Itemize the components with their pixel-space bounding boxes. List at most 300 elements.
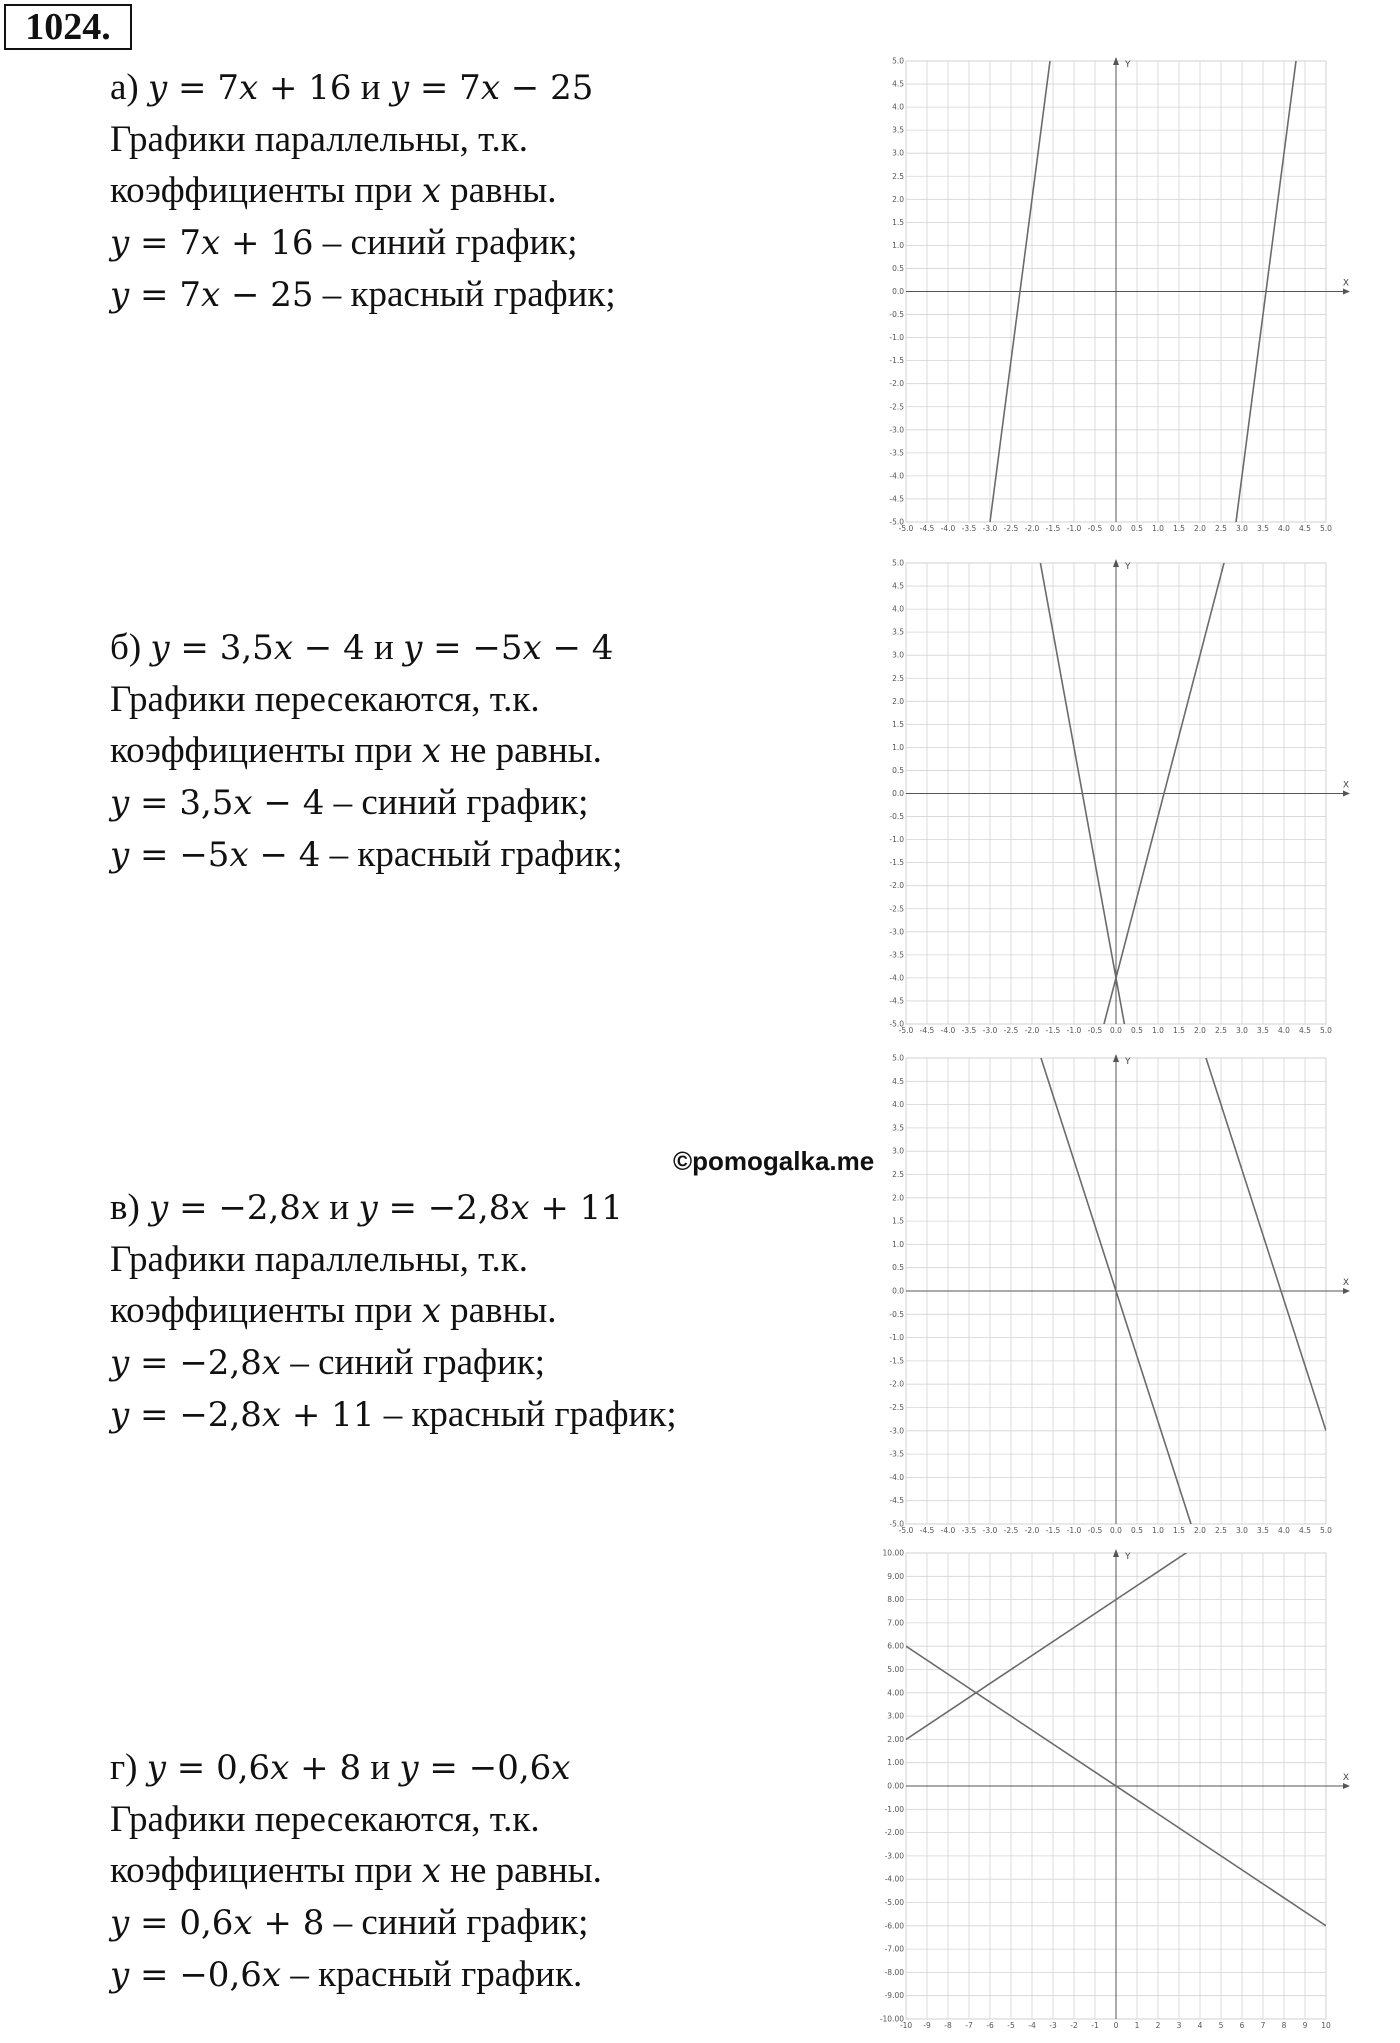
math-run: y <box>146 1748 166 1788</box>
y-tick-label: 4.0 <box>892 102 904 112</box>
y-tick-label: 4.0 <box>892 604 904 614</box>
y-tick-label: 1.5 <box>892 1216 904 1226</box>
math-run: + 8 <box>289 1748 362 1788</box>
math-run: + 11 <box>281 1395 375 1435</box>
y-tick-label: 4.5 <box>892 1076 904 1086</box>
x-tick-label: 0.5 <box>1131 524 1143 533</box>
x-tick-label: 5.0 <box>1320 1526 1332 1535</box>
x-tick-label: 5.0 <box>1320 1026 1332 1035</box>
text-run: коэффициенты при <box>110 170 422 211</box>
math-run: = −2,8 <box>168 1188 301 1228</box>
text-line <box>110 114 870 165</box>
math-run: x <box>229 835 249 875</box>
x-tick-label: 1.5 <box>1173 1026 1185 1035</box>
y-tick-label: 1.0 <box>892 742 904 752</box>
math-run: − 25 <box>220 275 314 315</box>
x-tick-label: -4.5 <box>919 1526 935 1535</box>
x-tick-label: 1.0 <box>1152 1526 1164 1535</box>
x-tick-label: -5 <box>1007 2021 1015 2030</box>
y-tick-label: -5.0 <box>889 517 904 527</box>
text-run: равны. <box>440 1290 557 1331</box>
x-tick-label: 3.5 <box>1257 1026 1269 1035</box>
y-tick-label: -2.00 <box>884 1828 904 1838</box>
y-tick-label: 3.0 <box>892 148 904 158</box>
x-tick-label: 6 <box>1239 2021 1245 2030</box>
math-run: x <box>480 68 500 108</box>
math-run: x <box>551 1748 571 1788</box>
x-tick-label: 4.0 <box>1278 1026 1290 1035</box>
x-tick-label: -5.0 <box>898 1026 914 1035</box>
math-run: y <box>150 628 170 668</box>
math-run: y <box>148 68 168 108</box>
math-run: = 0,6 <box>165 1748 271 1788</box>
y-tick-label: 6.00 <box>887 1641 904 1651</box>
x-tick-label: -9 <box>923 2021 931 2030</box>
text-line <box>110 674 870 725</box>
math-run: y <box>110 783 130 823</box>
y-tick-label: 3.5 <box>892 125 904 135</box>
x-tick-label: -2.5 <box>1003 1526 1019 1535</box>
y-axis-label: Y <box>1125 1057 1131 1067</box>
y-tick-label: 4.5 <box>892 79 904 89</box>
math-run: x <box>510 1188 530 1228</box>
math-run: y <box>110 1395 130 1435</box>
x-tick-label: -2.5 <box>1003 524 1019 533</box>
y-tick-label: 7.00 <box>887 1618 904 1628</box>
math-run: y <box>399 1748 419 1788</box>
x-tick-label: 0.0 <box>1110 1026 1122 1035</box>
x-tick-label: -4.0 <box>940 524 956 533</box>
x-tick-label: -2.0 <box>1024 1526 1040 1535</box>
y-tick-label: 0.0 <box>892 287 904 296</box>
x-tick-label: 0.5 <box>1131 1026 1143 1035</box>
x-tick-label: -2.0 <box>1024 524 1040 533</box>
y-tick-label: 5.0 <box>892 56 904 66</box>
y-tick-label: -1.5 <box>889 356 904 366</box>
x-tick-label: 0.0 <box>1110 524 1122 533</box>
x-axis-label: X <box>1342 278 1350 289</box>
y-tick-label: 3.0 <box>892 650 904 660</box>
y-tick-label: 2.0 <box>892 696 904 706</box>
x-tick-label: 3.0 <box>1236 1026 1248 1035</box>
text-run: – красный график. <box>281 1954 583 1995</box>
x-axis-arrow-icon <box>1343 1288 1350 1294</box>
task-number: 1024. <box>4 4 132 50</box>
y-tick-label: -3.5 <box>889 1449 904 1459</box>
x-tick-label: 3.5 <box>1257 1526 1269 1535</box>
x-tick-label: -1.0 <box>1066 524 1082 533</box>
text-line <box>110 1182 870 1234</box>
math-run: = −5 <box>422 628 523 668</box>
y-tick-label: -4.0 <box>889 471 904 481</box>
y-tick-label: -4.5 <box>889 996 904 1006</box>
math-run: x <box>300 1188 321 1228</box>
y-tick-label: -1.0 <box>889 333 904 343</box>
x-tick-label: 1 <box>1134 2021 1140 2030</box>
math-run: x <box>522 628 542 668</box>
x-axis-arrow-icon <box>1343 289 1350 295</box>
math-run: x <box>261 1955 282 1995</box>
y-tick-label: 1.5 <box>892 217 904 227</box>
x-tick-label: 2.0 <box>1194 1026 1206 1035</box>
math-run: x <box>233 783 253 823</box>
y-axis-label: Y <box>1125 1552 1131 1562</box>
x-tick-label: -0.5 <box>1087 1026 1103 1035</box>
math-run: x <box>421 1291 441 1331</box>
x-tick-label: 3.5 <box>1257 524 1269 533</box>
text-run: Графики пересекаются, т.к. <box>110 1799 540 1840</box>
text-run: Графики пересекаются, т.к. <box>110 679 540 720</box>
math-run: = −0,6 <box>129 1955 262 1995</box>
math-run: = 7 <box>409 68 481 108</box>
math-run: + 16 <box>220 223 314 263</box>
y-tick-label: 0.00 <box>887 1781 904 1791</box>
x-tick-label: 1.5 <box>1173 1526 1185 1535</box>
math-run: y <box>403 628 423 668</box>
part-v-text <box>110 1182 870 1441</box>
y-tick-label: -10.00 <box>880 2014 904 2024</box>
math-run: x <box>421 171 441 211</box>
y-tick-label: -5.0 <box>889 1019 904 1029</box>
math-run: x <box>238 68 259 108</box>
text-run: б) <box>110 627 151 668</box>
text-run: в) <box>110 1187 150 1228</box>
text-line <box>110 1794 870 1845</box>
y-axis-label: Y <box>1125 60 1131 70</box>
y-tick-label: -7.00 <box>884 1944 904 1954</box>
math-run: − 4 <box>252 783 325 823</box>
y-tick-label: -3.5 <box>889 950 904 960</box>
x-tick-label: -3.5 <box>961 1526 977 1535</box>
x-tick-label: 2.5 <box>1215 1526 1227 1535</box>
math-run: x <box>200 223 221 263</box>
y-tick-label: 10.00 <box>882 1548 904 1558</box>
math-run: = 7 <box>167 68 239 108</box>
math-run: x <box>261 1395 282 1435</box>
math-run: y <box>358 1188 378 1228</box>
math-run: = 7 <box>129 275 201 315</box>
y-tick-label: -2.0 <box>889 379 904 389</box>
math-run: = 3,5 <box>129 783 234 823</box>
text-run: и <box>361 1747 400 1788</box>
x-tick-label: -5.0 <box>898 524 914 533</box>
x-tick-label: -4 <box>1028 2021 1036 2030</box>
x-tick-label: 5 <box>1218 2021 1224 2030</box>
y-axis-label: Y <box>1125 562 1131 572</box>
text-line <box>110 62 870 114</box>
y-tick-label: 1.5 <box>892 719 904 729</box>
math-run: = 3,5 <box>169 628 274 668</box>
text-run: коэффициенты при <box>110 1290 422 1331</box>
text-line <box>110 725 870 777</box>
text-run: и <box>364 627 404 668</box>
y-tick-label: 0.5 <box>892 765 904 775</box>
text-line <box>110 1389 870 1441</box>
x-tick-label: -1 <box>1091 2021 1099 2030</box>
x-tick-label: -2 <box>1070 2021 1078 2030</box>
math-run: x <box>200 275 221 315</box>
x-tick-label: 2.0 <box>1194 524 1206 533</box>
y-tick-label: -5.0 <box>889 1519 904 1529</box>
text-run: – синий график; <box>324 1902 589 1943</box>
x-tick-label: 1.0 <box>1152 524 1164 533</box>
x-tick-label: 8 <box>1281 2021 1287 2030</box>
text-run: – красный график; <box>320 834 623 875</box>
x-tick-label: 2.5 <box>1215 1026 1227 1035</box>
y-tick-label: -5.00 <box>884 1898 904 1907</box>
y-tick-label: -4.5 <box>889 1496 904 1506</box>
text-run: – красный график; <box>313 274 616 315</box>
math-run: = −2,8 <box>129 1343 262 1383</box>
x-tick-label: -3.0 <box>982 524 998 533</box>
x-tick-label: -1.5 <box>1045 1026 1061 1035</box>
y-tick-label: -4.0 <box>889 973 904 983</box>
x-tick-label: 9 <box>1302 2021 1308 2030</box>
x-tick-label: -3.5 <box>961 524 977 533</box>
text-run: коэффициенты при <box>110 730 422 771</box>
math-run: x <box>270 1748 290 1788</box>
x-tick-label: -10 <box>899 2021 913 2030</box>
x-tick-label: 10 <box>1321 2021 1331 2030</box>
math-run: y <box>110 835 130 875</box>
x-tick-label: 4 <box>1197 2021 1203 2030</box>
math-run: y <box>110 1343 130 1383</box>
text-run: – синий график; <box>313 222 578 263</box>
y-tick-label: 5.00 <box>887 1665 904 1674</box>
text-run: равны. <box>440 170 557 211</box>
y-tick-label: 0.5 <box>892 1263 904 1273</box>
x-tick-label: 4.0 <box>1278 1526 1290 1535</box>
x-tick-label: -3.0 <box>982 1526 998 1535</box>
x-tick-label: -0.5 <box>1087 1526 1103 1535</box>
x-tick-label: -3.5 <box>961 1026 977 1035</box>
math-run: = −2,8 <box>377 1188 511 1228</box>
text-run: – синий график; <box>324 782 589 823</box>
y-tick-label: -2.5 <box>889 904 904 914</box>
x-axis-arrow-icon <box>1343 791 1350 797</box>
math-run: − 4 <box>293 628 365 668</box>
text-line <box>110 1337 870 1389</box>
y-tick-label: -0.5 <box>889 1309 904 1319</box>
text-run: не равны. <box>440 1850 602 1891</box>
text-line <box>110 829 870 881</box>
y-tick-label: 2.0 <box>892 194 904 204</box>
y-tick-label: -2.0 <box>889 881 904 891</box>
y-tick-label: -4.5 <box>889 494 904 504</box>
math-run: + 16 <box>258 68 352 108</box>
text-run: коэффициенты при <box>110 1850 422 1891</box>
chart-b <box>880 557 1400 1042</box>
y-tick-label: 4.0 <box>892 1100 904 1110</box>
y-tick-label: -0.5 <box>889 812 904 822</box>
math-run: = −0,6 <box>418 1748 552 1788</box>
y-tick-label: -3.0 <box>889 1426 904 1436</box>
x-tick-label: 1.0 <box>1152 1026 1164 1035</box>
part-a-text <box>110 62 870 321</box>
x-tick-label: -1.0 <box>1066 1026 1082 1035</box>
y-tick-label: 3.5 <box>892 627 904 637</box>
text-run: Графики параллельны, т.к. <box>110 119 528 160</box>
math-run: y <box>110 1955 130 1995</box>
y-tick-label: -2.0 <box>889 1379 904 1389</box>
y-tick-label: -4.00 <box>884 1874 904 1884</box>
math-run: = 0,6 <box>129 1903 234 1943</box>
text-line <box>110 622 870 674</box>
math-run: = −5 <box>129 835 230 875</box>
x-tick-label: -6 <box>986 2021 994 2030</box>
text-line <box>110 777 870 829</box>
chart-a <box>880 55 1400 540</box>
x-tick-label: 7 <box>1260 2021 1266 2030</box>
text-line <box>110 1234 870 1285</box>
x-axis-label: X <box>1342 1773 1350 1783</box>
y-tick-label: 1.00 <box>887 1758 904 1768</box>
text-line <box>110 1285 870 1337</box>
math-run: y <box>110 223 130 263</box>
math-run: + 11 <box>529 1188 623 1228</box>
math-run: y <box>149 1188 169 1228</box>
x-tick-label: -4.5 <box>919 524 935 533</box>
y-tick-label: 5.0 <box>892 558 904 568</box>
y-tick-label: 3.00 <box>887 1711 904 1721</box>
math-run: − 25 <box>500 68 594 108</box>
x-tick-label: 4.5 <box>1299 524 1311 533</box>
y-tick-label: 2.5 <box>892 1170 904 1179</box>
x-axis-arrow-icon <box>1343 1783 1350 1789</box>
text-line <box>110 165 870 217</box>
x-tick-label: -0.5 <box>1087 524 1103 533</box>
y-tick-label: 0.5 <box>892 263 904 273</box>
text-line <box>110 269 870 321</box>
text-line <box>110 1897 870 1949</box>
y-tick-label: 2.0 <box>892 1193 904 1203</box>
x-tick-label: -3.0 <box>982 1026 998 1035</box>
x-tick-label: 3.0 <box>1236 1526 1248 1535</box>
y-tick-label: -3.0 <box>889 425 904 435</box>
math-run: y <box>110 1903 130 1943</box>
y-tick-label: 2.5 <box>892 171 904 181</box>
text-run: г) <box>110 1747 147 1788</box>
x-tick-label: 0.5 <box>1131 1526 1143 1535</box>
x-tick-label: -7 <box>965 2021 973 2030</box>
y-tick-label: -3.00 <box>884 1851 904 1861</box>
y-tick-label: 2.00 <box>887 1734 904 1744</box>
text-run: – синий график; <box>281 1342 546 1383</box>
y-tick-label: -9.00 <box>884 1991 904 2001</box>
x-tick-label: 2 <box>1155 2021 1161 2030</box>
y-tick-label: 1.0 <box>892 1239 904 1249</box>
y-tick-label: 0.0 <box>892 1286 904 1296</box>
y-tick-label: -8.00 <box>884 1967 904 1977</box>
y-tick-label: 4.00 <box>887 1688 904 1698</box>
math-run: x <box>261 1343 282 1383</box>
math-run: = −2,8 <box>129 1395 262 1435</box>
x-tick-label: 3.0 <box>1236 524 1248 533</box>
x-tick-label: -3 <box>1049 2021 1057 2030</box>
part-g-text <box>110 1742 870 2001</box>
math-run: x <box>233 1903 253 1943</box>
y-tick-label: -2.5 <box>889 402 904 412</box>
y-tick-label: -1.00 <box>884 1804 904 1814</box>
x-tick-label: -4.5 <box>919 1026 935 1035</box>
x-tick-label: 5.0 <box>1320 524 1332 533</box>
y-tick-label: 1.0 <box>892 240 904 250</box>
y-tick-label: -1.5 <box>889 858 904 868</box>
text-line <box>110 1742 870 1794</box>
x-tick-label: -1.5 <box>1045 524 1061 533</box>
x-tick-label: -4.0 <box>940 1026 956 1035</box>
x-tick-label: 2.5 <box>1215 524 1227 533</box>
y-tick-label: 0.0 <box>892 789 904 798</box>
y-tick-label: 5.0 <box>892 1053 904 1063</box>
x-tick-label: 4.5 <box>1299 1026 1311 1035</box>
x-axis-label: X <box>1342 1278 1350 1288</box>
x-tick-label: -2.0 <box>1024 1026 1040 1035</box>
math-run: − 4 <box>248 835 321 875</box>
math-run: = 7 <box>129 223 201 263</box>
text-line <box>110 217 870 269</box>
x-tick-label: -1.5 <box>1045 1526 1061 1535</box>
y-tick-label: -2.5 <box>889 1403 904 1412</box>
y-tick-label: 8.00 <box>887 1595 904 1605</box>
text-run: и <box>351 67 390 108</box>
x-tick-label: -4.0 <box>940 1526 956 1535</box>
y-tick-label: -3.0 <box>889 927 904 937</box>
watermark: ©pomogalka.me <box>673 1146 875 1176</box>
x-tick-label: -8 <box>944 2021 952 2030</box>
text-run: и <box>320 1187 359 1228</box>
math-run: y <box>389 68 410 108</box>
x-tick-label: 2.0 <box>1194 1526 1206 1535</box>
text-run: не равны. <box>440 730 602 771</box>
y-tick-label: 3.0 <box>892 1146 904 1156</box>
y-tick-label: -6.00 <box>884 1921 904 1931</box>
y-tick-label: 9.00 <box>887 1571 904 1581</box>
y-tick-label: -4.0 <box>889 1472 904 1482</box>
y-tick-label: -0.5 <box>889 310 904 320</box>
text-run: – красный график; <box>374 1394 677 1435</box>
x-tick-label: 4.0 <box>1278 524 1290 533</box>
x-tick-label: 3 <box>1176 2021 1182 2030</box>
part-b-text <box>110 622 870 881</box>
x-tick-label: -2.5 <box>1003 1026 1019 1035</box>
x-tick-label: 0 <box>1113 2021 1119 2030</box>
x-tick-label: -5.0 <box>898 1526 914 1535</box>
y-tick-label: 2.5 <box>892 673 904 683</box>
text-run: а) <box>110 67 148 108</box>
math-run: + 8 <box>252 1903 325 1943</box>
x-tick-label: 0.0 <box>1110 1526 1122 1535</box>
math-run: x <box>421 731 441 771</box>
y-tick-label: -3.5 <box>889 448 904 458</box>
x-axis-label: X <box>1342 780 1350 791</box>
text-line <box>110 1845 870 1897</box>
y-tick-label: -1.5 <box>889 1356 904 1366</box>
y-tick-label: 4.5 <box>892 581 904 591</box>
x-tick-label: 1.5 <box>1173 524 1185 533</box>
y-tick-label: -1.0 <box>889 835 904 845</box>
math-run: − 4 <box>541 628 614 668</box>
text-run: Графики параллельны, т.к. <box>110 1239 528 1280</box>
y-tick-label: 3.5 <box>892 1123 904 1133</box>
math-run: y <box>110 275 130 315</box>
y-tick-label: -1.0 <box>889 1333 904 1343</box>
text-line <box>110 1949 870 2001</box>
x-tick-label: 4.5 <box>1299 1526 1311 1535</box>
chart-g <box>880 1547 1400 2037</box>
chart-v <box>880 1052 1400 1542</box>
math-run: x <box>421 1851 441 1891</box>
